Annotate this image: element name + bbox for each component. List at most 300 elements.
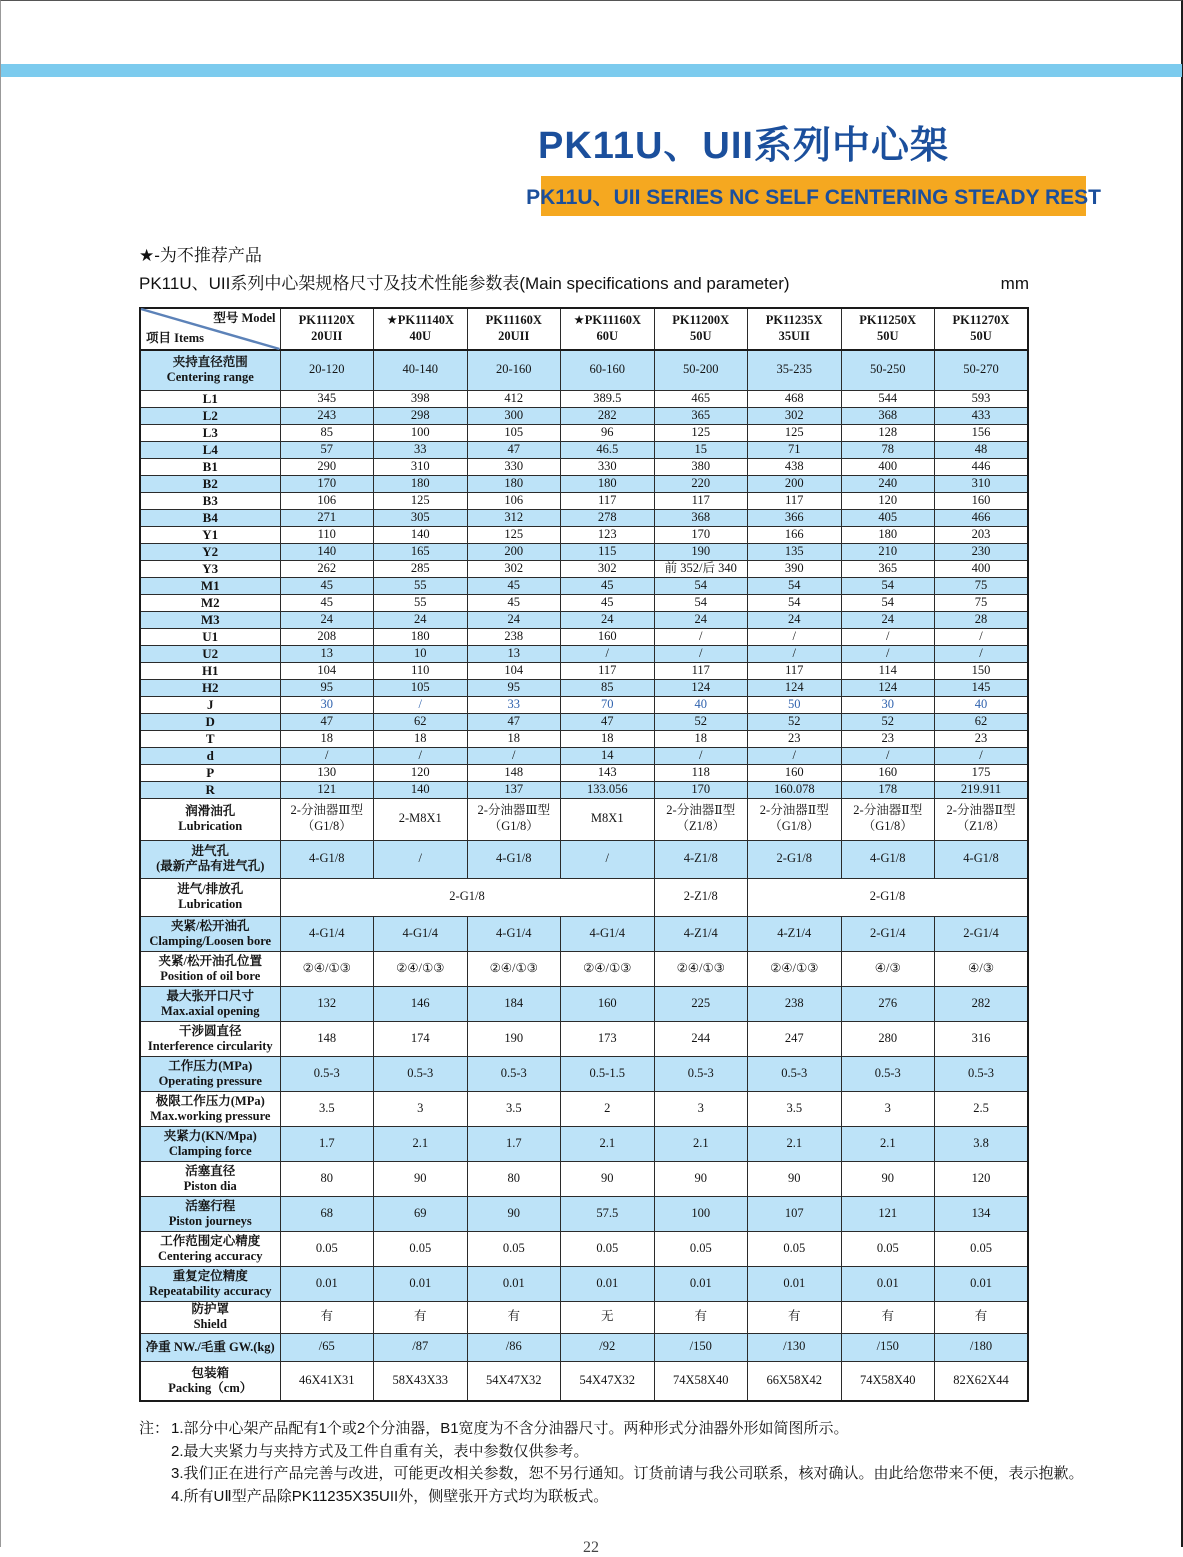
- value-cell: 104: [280, 662, 374, 679]
- value-cell: 2-分油器Ⅲ型 （G1/8）: [467, 798, 561, 840]
- value-cell: 54: [841, 577, 935, 594]
- value-cell: 54: [748, 594, 842, 611]
- value-cell: 125: [654, 424, 748, 441]
- value-cell: 47: [467, 713, 561, 730]
- table-caption: PK11U、UII系列中心架规格尺寸及技术性能参数表(Main specifications and parameter): [139, 274, 790, 293]
- value-cell: 128: [841, 424, 935, 441]
- value-cell: 33: [467, 696, 561, 713]
- row-label: 极限工作压力(MPa) Max.working pressure: [140, 1091, 280, 1126]
- value-cell: 160: [561, 628, 655, 645]
- value-cell: 48: [935, 441, 1029, 458]
- value-cell: 140: [280, 543, 374, 560]
- value-cell: 316: [935, 1021, 1029, 1056]
- row-label: 夹紧/松开油孔 Clamping/Loosen bore: [140, 916, 280, 951]
- value-cell: 23: [748, 730, 842, 747]
- value-cell: 0.5-3: [467, 1056, 561, 1091]
- value-cell: 前 352/后 340: [654, 560, 748, 577]
- value-cell: 146: [374, 986, 468, 1021]
- value-cell: 0.05: [748, 1231, 842, 1266]
- model-header: ★PK11140X 40U: [374, 308, 468, 350]
- row-label: B1: [140, 458, 280, 475]
- notes-prefix: 注：: [139, 1420, 170, 1437]
- value-cell: 200: [467, 543, 561, 560]
- table-row: [140, 628, 1028, 645]
- note-line: 1.部分中心架产品配有1个或2个分油器，B1宽度为不含分油器尺寸。两种形式分油器外形如简图所示。: [171, 1420, 849, 1437]
- model-header: ★PK11160X 60U: [561, 308, 655, 350]
- value-cell: 20-160: [467, 350, 561, 390]
- value-cell: 24: [561, 611, 655, 628]
- value-cell: 35-235: [748, 350, 842, 390]
- row-label: 润滑油孔 Lubrication: [140, 798, 280, 840]
- table-row: [140, 458, 1028, 475]
- value-cell: 117: [748, 662, 842, 679]
- value-cell: /: [841, 747, 935, 764]
- value-cell: ②④/①③: [561, 951, 655, 986]
- value-cell: /: [841, 628, 935, 645]
- value-cell: 366: [748, 509, 842, 526]
- value-cell: 78: [841, 441, 935, 458]
- value-cell: /: [654, 747, 748, 764]
- value-cell: 2-G1/8: [748, 840, 842, 878]
- table-row: [140, 951, 1028, 986]
- value-cell: 33: [374, 441, 468, 458]
- value-cell: 247: [748, 1021, 842, 1056]
- value-cell: 3.5: [748, 1091, 842, 1126]
- value-cell: 4-Z1/8: [654, 840, 748, 878]
- table-row: [140, 526, 1028, 543]
- value-cell: 3.5: [280, 1091, 374, 1126]
- value-cell: 45: [561, 577, 655, 594]
- value-cell: 368: [654, 509, 748, 526]
- value-cell: 106: [280, 492, 374, 509]
- value-cell: 4-G1/4: [561, 916, 655, 951]
- table-row: [140, 1333, 1028, 1361]
- value-cell: /150: [654, 1333, 748, 1361]
- value-cell: 24: [841, 611, 935, 628]
- value-cell: 46.5: [561, 441, 655, 458]
- value-cell: 54X47X32: [561, 1361, 655, 1401]
- value-cell: 50: [748, 696, 842, 713]
- value-cell: 124: [654, 679, 748, 696]
- value-cell: 300: [467, 407, 561, 424]
- value-cell: 156: [935, 424, 1029, 441]
- table-row: [140, 878, 1028, 916]
- value-cell: 262: [280, 560, 374, 577]
- value-cell: 200: [748, 475, 842, 492]
- value-cell: /: [654, 628, 748, 645]
- value-cell: 2-Z1/8: [654, 878, 748, 916]
- value-cell: 74X58X40: [654, 1361, 748, 1401]
- value-cell: 2-分油器Ⅲ型 （G1/8）: [280, 798, 374, 840]
- table-row: [140, 407, 1028, 424]
- value-cell: 2-分油器Ⅱ型 （G1/8）: [841, 798, 935, 840]
- value-cell: 125: [467, 526, 561, 543]
- value-cell: 148: [280, 1021, 374, 1056]
- value-cell: 54: [654, 594, 748, 611]
- value-cell: 47: [467, 441, 561, 458]
- row-label: d: [140, 747, 280, 764]
- value-cell: 58X43X33: [374, 1361, 468, 1401]
- value-cell: 433: [935, 407, 1029, 424]
- row-label: R: [140, 781, 280, 798]
- table-row: [140, 424, 1028, 441]
- value-cell: 46X41X31: [280, 1361, 374, 1401]
- value-cell: 71: [748, 441, 842, 458]
- value-cell: 412: [467, 390, 561, 407]
- row-label: B3: [140, 492, 280, 509]
- value-cell: 2-分油器Ⅱ型 （Z1/8）: [935, 798, 1029, 840]
- model-header: PK11270X 50U: [935, 308, 1029, 350]
- value-cell: 0.05: [841, 1231, 935, 1266]
- value-cell: 0.01: [561, 1266, 655, 1301]
- row-label: 净重 NW./毛重 GW.(kg): [140, 1333, 280, 1361]
- value-cell: 0.01: [841, 1266, 935, 1301]
- value-cell: 405: [841, 509, 935, 526]
- value-cell: /92: [561, 1333, 655, 1361]
- note-line: 4.所有UⅡ型产品除PK11235X35UII外，侧壁张开方式均为联板式。: [171, 1487, 609, 1505]
- value-cell: 0.01: [935, 1266, 1029, 1301]
- value-cell: 143: [561, 764, 655, 781]
- value-cell: 117: [654, 492, 748, 509]
- value-cell: 0.05: [561, 1231, 655, 1266]
- value-cell: 203: [935, 526, 1029, 543]
- value-cell: /: [561, 645, 655, 662]
- value-cell: 30: [280, 696, 374, 713]
- value-cell: 160: [841, 764, 935, 781]
- value-cell: ④/③: [841, 951, 935, 986]
- value-cell: 30: [841, 696, 935, 713]
- note-line: 3.我们正在进行产品完善与改进，可能更改相关参数，恕不另行通知。订货前请与我公司联系，核对确认。由此给您带来不便，表示抱歉。: [171, 1465, 1084, 1482]
- value-cell: 62: [374, 713, 468, 730]
- value-cell: 90: [841, 1161, 935, 1196]
- value-cell: 114: [841, 662, 935, 679]
- top-accent-bar: [1, 64, 1182, 77]
- value-cell: 18: [280, 730, 374, 747]
- value-cell: 2-G1/8: [280, 878, 654, 916]
- value-cell: /: [748, 645, 842, 662]
- value-cell: 133.056: [561, 781, 655, 798]
- value-cell: 3: [654, 1091, 748, 1126]
- notes-items: [171, 1418, 1111, 1508]
- value-cell: 55: [374, 594, 468, 611]
- value-cell: 90: [374, 1161, 468, 1196]
- value-cell: 96: [561, 424, 655, 441]
- value-cell: 140: [374, 526, 468, 543]
- value-cell: 120: [374, 764, 468, 781]
- value-cell: ②④/①③: [748, 951, 842, 986]
- value-cell: 240: [841, 475, 935, 492]
- table-row: [140, 747, 1028, 764]
- value-cell: 121: [280, 781, 374, 798]
- value-cell: 68: [280, 1196, 374, 1231]
- table-row: [140, 713, 1028, 730]
- value-cell: 398: [374, 390, 468, 407]
- table-row: [140, 560, 1028, 577]
- value-cell: 125: [374, 492, 468, 509]
- value-cell: 无: [561, 1301, 655, 1333]
- value-cell: 446: [935, 458, 1029, 475]
- value-cell: /65: [280, 1333, 374, 1361]
- row-label: P: [140, 764, 280, 781]
- value-cell: 24: [467, 611, 561, 628]
- value-cell: 23: [841, 730, 935, 747]
- value-cell: 有: [467, 1301, 561, 1333]
- value-cell: /: [935, 628, 1029, 645]
- value-cell: 有: [748, 1301, 842, 1333]
- value-cell: 544: [841, 390, 935, 407]
- value-cell: 173: [561, 1021, 655, 1056]
- value-cell: /130: [748, 1333, 842, 1361]
- model-header: PK11200X 50U: [654, 308, 748, 350]
- value-cell: 166: [748, 526, 842, 543]
- row-label: 重复定位精度 Repeatability accuracy: [140, 1266, 280, 1301]
- star-legend: ★-为不推荐产品: [139, 246, 262, 265]
- value-cell: 13: [467, 645, 561, 662]
- value-cell: 52: [748, 713, 842, 730]
- table-row: [140, 1266, 1028, 1301]
- value-cell: 219.911: [935, 781, 1029, 798]
- value-cell: 117: [654, 662, 748, 679]
- value-cell: 13: [280, 645, 374, 662]
- value-cell: 170: [654, 526, 748, 543]
- value-cell: 23: [935, 730, 1029, 747]
- value-cell: 24: [748, 611, 842, 628]
- value-cell: /: [280, 747, 374, 764]
- value-cell: 18: [374, 730, 468, 747]
- value-cell: 180: [374, 628, 468, 645]
- value-cell: 121: [841, 1196, 935, 1231]
- row-label: 包装箱 Packing（cm）: [140, 1361, 280, 1401]
- value-cell: ②④/①③: [374, 951, 468, 986]
- value-cell: 2.1: [748, 1126, 842, 1161]
- table-row: [140, 1231, 1028, 1266]
- value-cell: 330: [467, 458, 561, 475]
- value-cell: 180: [561, 475, 655, 492]
- model-header: PK11235X 35UII: [748, 308, 842, 350]
- value-cell: 45: [280, 594, 374, 611]
- value-cell: /87: [374, 1333, 468, 1361]
- row-label: 工作压力(MPa) Operating pressure: [140, 1056, 280, 1091]
- value-cell: 45: [280, 577, 374, 594]
- value-cell: 280: [841, 1021, 935, 1056]
- value-cell: 54: [654, 577, 748, 594]
- table-row: [140, 1056, 1028, 1091]
- row-label: 工作范围定心精度 Centering accuracy: [140, 1231, 280, 1266]
- value-cell: 150: [935, 662, 1029, 679]
- value-cell: 123: [561, 526, 655, 543]
- table-caption-row: [139, 269, 1029, 294]
- value-cell: 118: [654, 764, 748, 781]
- table-row: [140, 492, 1028, 509]
- value-cell: ④/③: [935, 951, 1029, 986]
- value-cell: 95: [467, 679, 561, 696]
- value-cell: 148: [467, 764, 561, 781]
- value-cell: 1.7: [280, 1126, 374, 1161]
- value-cell: 278: [561, 509, 655, 526]
- value-cell: 210: [841, 543, 935, 560]
- value-cell: /: [841, 645, 935, 662]
- row-label: U1: [140, 628, 280, 645]
- table-row: [140, 764, 1028, 781]
- value-cell: 0.01: [467, 1266, 561, 1301]
- series-banner-text: PK11U、UII SERIES NC SELF CENTERING STEADY REST: [526, 186, 1101, 209]
- value-cell: 52: [841, 713, 935, 730]
- value-cell: 389.5: [561, 390, 655, 407]
- value-cell: 40: [935, 696, 1029, 713]
- value-cell: 50-270: [935, 350, 1029, 390]
- value-cell: 3.8: [935, 1126, 1029, 1161]
- value-cell: /: [748, 747, 842, 764]
- value-cell: 305: [374, 509, 468, 526]
- row-label: U2: [140, 645, 280, 662]
- row-label: 夹持直径范围 Centering range: [140, 350, 280, 390]
- table-row: [140, 441, 1028, 458]
- value-cell: 165: [374, 543, 468, 560]
- notes: [139, 1418, 1111, 1508]
- value-cell: 184: [467, 986, 561, 1021]
- table-row: [140, 730, 1028, 747]
- table-row: [140, 840, 1028, 878]
- value-cell: 312: [467, 509, 561, 526]
- table-body: [140, 350, 1028, 1401]
- value-cell: 132: [280, 986, 374, 1021]
- row-label: B4: [140, 509, 280, 526]
- value-cell: 180: [467, 475, 561, 492]
- value-cell: 380: [654, 458, 748, 475]
- value-cell: 50-200: [654, 350, 748, 390]
- value-cell: 285: [374, 560, 468, 577]
- row-label: H2: [140, 679, 280, 696]
- row-label: H1: [140, 662, 280, 679]
- value-cell: M8X1: [561, 798, 655, 840]
- value-cell: 3.5: [467, 1091, 561, 1126]
- value-cell: 66X58X42: [748, 1361, 842, 1401]
- value-cell: 54: [841, 594, 935, 611]
- value-cell: 225: [654, 986, 748, 1021]
- value-cell: 117: [561, 492, 655, 509]
- value-cell: 47: [561, 713, 655, 730]
- value-cell: 140: [374, 781, 468, 798]
- value-cell: 2.5: [935, 1091, 1029, 1126]
- value-cell: 2: [561, 1091, 655, 1126]
- value-cell: 3: [374, 1091, 468, 1126]
- table-row: [140, 986, 1028, 1021]
- value-cell: 3: [841, 1091, 935, 1126]
- value-cell: 100: [654, 1196, 748, 1231]
- value-cell: 365: [654, 407, 748, 424]
- content-area: [139, 307, 1099, 1508]
- table-row: [140, 1091, 1028, 1126]
- value-cell: 4-G1/4: [374, 916, 468, 951]
- value-cell: 100: [374, 424, 468, 441]
- value-cell: 160: [935, 492, 1029, 509]
- table-row: [140, 696, 1028, 713]
- table-row: [140, 1196, 1028, 1231]
- value-cell: 290: [280, 458, 374, 475]
- value-cell: 180: [374, 475, 468, 492]
- row-label: 进气/排放孔 Lubrication: [140, 878, 280, 916]
- value-cell: 0.05: [654, 1231, 748, 1266]
- page-number: 22: [583, 1539, 599, 1556]
- value-cell: 124: [841, 679, 935, 696]
- value-cell: 115: [561, 543, 655, 560]
- value-cell: 85: [280, 424, 374, 441]
- value-cell: 160.078: [748, 781, 842, 798]
- row-label: T: [140, 730, 280, 747]
- value-cell: 0.05: [374, 1231, 468, 1266]
- value-cell: 50-250: [841, 350, 935, 390]
- table-row: [140, 1161, 1028, 1196]
- value-cell: 390: [748, 560, 842, 577]
- value-cell: ②④/①③: [280, 951, 374, 986]
- value-cell: 90: [561, 1161, 655, 1196]
- value-cell: 302: [748, 407, 842, 424]
- value-cell: 52: [654, 713, 748, 730]
- value-cell: 24: [374, 611, 468, 628]
- value-cell: 0.5-1.5: [561, 1056, 655, 1091]
- table-row: [140, 350, 1028, 390]
- value-cell: 145: [935, 679, 1029, 696]
- corner-items-label: 项目 Items: [146, 331, 204, 346]
- row-label: 夹紧/松开油孔位置 Position of oil bore: [140, 951, 280, 986]
- value-cell: 18: [467, 730, 561, 747]
- value-cell: 74X58X40: [841, 1361, 935, 1401]
- table-row: [140, 509, 1028, 526]
- value-cell: 0.5-3: [841, 1056, 935, 1091]
- corner-cell: [140, 308, 280, 350]
- value-cell: /: [467, 747, 561, 764]
- table-row: [140, 645, 1028, 662]
- value-cell: 80: [280, 1161, 374, 1196]
- row-label: 最大张开口尺寸 Max.axial opening: [140, 986, 280, 1021]
- value-cell: 0.5-3: [374, 1056, 468, 1091]
- value-cell: 135: [748, 543, 842, 560]
- value-cell: 80: [467, 1161, 561, 1196]
- table-row: [140, 1301, 1028, 1333]
- row-label: L4: [140, 441, 280, 458]
- row-label: Y1: [140, 526, 280, 543]
- value-cell: 75: [935, 594, 1029, 611]
- value-cell: 有: [374, 1301, 468, 1333]
- table-row: [140, 1126, 1028, 1161]
- series-banner: [526, 176, 1101, 216]
- row-label: B2: [140, 475, 280, 492]
- corner-model-label: 型号 Model: [213, 311, 276, 325]
- value-cell: 28: [935, 611, 1029, 628]
- row-label: 活塞直径 Piston dia: [140, 1161, 280, 1196]
- row-label: D: [140, 713, 280, 730]
- model-header: PK11120X 20UII: [280, 308, 374, 350]
- value-cell: /: [374, 840, 468, 878]
- value-cell: 有: [841, 1301, 935, 1333]
- value-cell: 160: [561, 986, 655, 1021]
- value-cell: 45: [561, 594, 655, 611]
- table-row: [140, 390, 1028, 407]
- value-cell: 15: [654, 441, 748, 458]
- value-cell: 244: [654, 1021, 748, 1056]
- value-cell: 238: [748, 986, 842, 1021]
- table-row: [140, 662, 1028, 679]
- value-cell: /180: [935, 1333, 1029, 1361]
- value-cell: 120: [841, 492, 935, 509]
- value-cell: 0.01: [654, 1266, 748, 1301]
- value-cell: 230: [935, 543, 1029, 560]
- value-cell: /: [654, 645, 748, 662]
- table-header-row: [140, 308, 1028, 350]
- value-cell: 302: [467, 560, 561, 577]
- value-cell: 160: [748, 764, 842, 781]
- row-label: 活塞行程 Piston journeys: [140, 1196, 280, 1231]
